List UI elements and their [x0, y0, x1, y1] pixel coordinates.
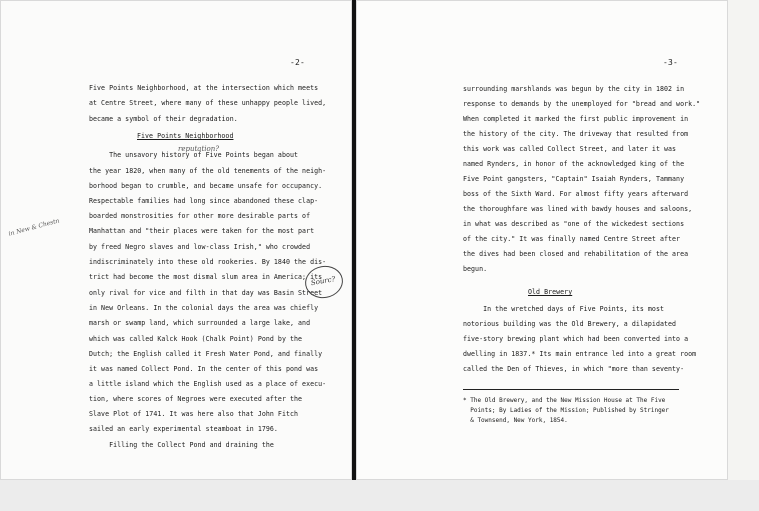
footnote-rule — [463, 389, 679, 390]
text-line: which was called Kalck Hook (Chalk Point) Pond by the — [89, 335, 303, 343]
text-line: Respectable families had long since abandoned these clap- — [89, 197, 319, 205]
text-line: the dives had been closed and rehabilitation of the area — [463, 250, 689, 258]
page-number: -3- — [663, 58, 679, 67]
text-line: Dutch; the English called it Fresh Water Pond, and finally — [89, 350, 323, 358]
text-line: of the city." It was finally named Centre Street after — [463, 235, 681, 243]
text-line: boss of the Sixth Ward. For almost fifty years afterward — [463, 190, 689, 198]
footnote-line: Points; By Ladies of the Mission; Published by Stringer — [463, 407, 669, 414]
text-line: Filling the Collect Pond and draining the — [89, 441, 274, 449]
text-line: sailed an early experimental steamboat in 1796. — [89, 425, 278, 433]
page-number: -2- — [290, 58, 306, 67]
text-line: boarded monstrosities for other more desirable parts of — [89, 212, 311, 220]
text-line: only rival for vice and filth in that day was Basin Street — [89, 289, 323, 297]
footnote-line: * The Old Brewery, and the New Mission House at The Five — [463, 397, 666, 404]
text-line: response to demands by the unemployed for "bread and work." — [463, 100, 701, 108]
circle-annotation-text: Sourc? — [310, 275, 336, 288]
text-line: marsh or swamp land, which surrounded a large lake, and — [89, 319, 311, 327]
text-line: it was named Collect Pond. In the center of this pond was — [89, 365, 319, 373]
text-line: notorious building was the Old Brewery, a dilapidated — [463, 320, 677, 328]
text-line: begun. — [463, 265, 488, 273]
text-line: a little island which the English used as a place of execu- — [89, 380, 327, 388]
text-line: The unsavory history of Five Points began about — [89, 151, 299, 159]
text-line: became a symbol of their degradation. — [89, 115, 238, 123]
text-line: Five Points Neighborhood, at the intersection which meets — [89, 84, 319, 92]
handwritten-annotation: reputation? — [178, 145, 219, 153]
text-line: in what was described as "one of the wickedest sections — [463, 220, 685, 228]
text-line: Five Point gangsters, "Captain" Isaiah Rynders, Tammany — [463, 175, 685, 183]
right-page — [356, 0, 728, 480]
text-line: trict had become the most dismal slum area in America; its — [89, 273, 323, 281]
text-line: borhood began to crumble, and became unsafe for occupancy. — [89, 182, 323, 190]
text-line: the thoroughfare was lined with bawdy houses and saloons, — [463, 205, 693, 213]
text-line: the history of the city. The driveway that resulted from — [463, 130, 689, 138]
text-line: indiscriminately into these old rookeries. By 1840 the dis- — [89, 258, 327, 266]
text-line: dwelling in 1837.* Its main entrance led into a great room — [463, 350, 697, 358]
text-line: the year 1820, when many of the old tenements of the neigh- — [89, 167, 327, 175]
text-line: Slave Plot of 1741. It was here also that John Fitch — [89, 410, 299, 418]
footnote-line: & Townsend, New York, 1854. — [463, 417, 568, 424]
left-page — [0, 0, 352, 480]
section-heading: Five Points Neighborhood — [137, 132, 234, 140]
text-line: surrounding marshlands was begun by the city in 1802 in — [463, 85, 685, 93]
handwritten-margin-note: in New & Chestn — [7, 217, 61, 238]
section-heading: Old Brewery — [528, 288, 573, 296]
text-line: five-story brewing plant which had been converted into a — [463, 335, 689, 343]
text-line: called the Den of Thieves, in which "more than seventy- — [463, 365, 685, 373]
scan-bottom-strip — [0, 480, 759, 511]
text-line: in New Orleans. In the colonial days the area was chiefly — [89, 304, 319, 312]
text-line: at Centre Street, where many of these unhappy people lived, — [89, 99, 327, 107]
text-line: In the wretched days of Five Points, its most — [463, 305, 664, 313]
text-line: When completed it marked the first public improvement in — [463, 115, 689, 123]
text-line: named Rynders, in honor of the acknowledged king of the — [463, 160, 685, 168]
text-line: tion, where scores of Negroes were executed after the — [89, 395, 303, 403]
text-line: this work was called Collect Street, and later it was — [463, 145, 677, 153]
text-line: Manhattan and "their places were taken for the most part — [89, 227, 315, 235]
text-line: by freed Negro slaves and low-class Irish," who crowded — [89, 243, 311, 251]
